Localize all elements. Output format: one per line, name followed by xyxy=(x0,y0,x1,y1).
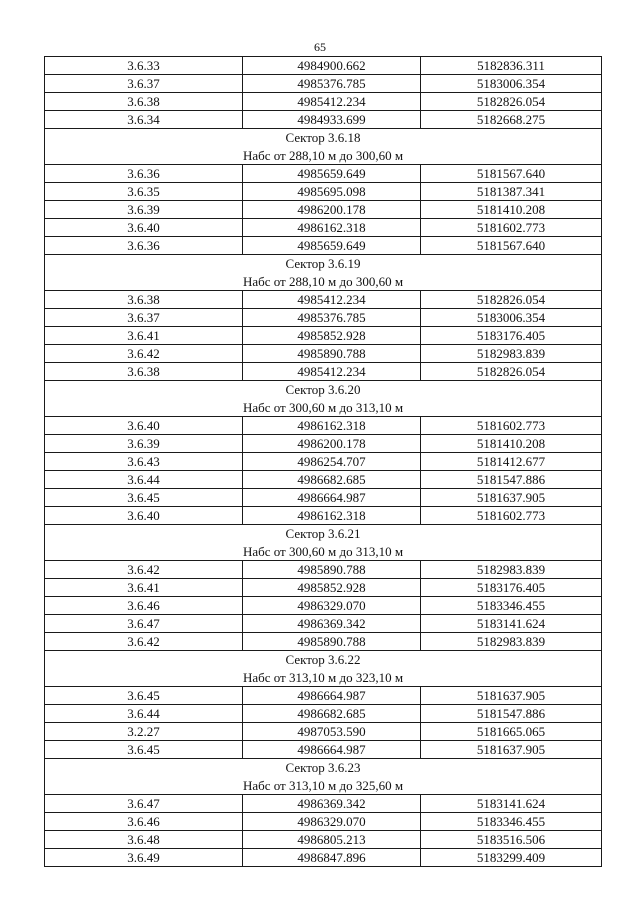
point-number-cell: 3.6.47 xyxy=(45,795,243,813)
point-number-cell: 3.6.38 xyxy=(45,93,243,111)
table-row xyxy=(45,705,602,723)
table-row xyxy=(45,597,602,615)
y-coordinate-cell: 5181410.208 xyxy=(421,201,602,219)
table-row xyxy=(45,471,602,489)
y-coordinate-cell: 5182983.839 xyxy=(421,561,602,579)
x-coordinate-cell: 4985412.234 xyxy=(243,291,421,309)
x-coordinate-cell: 4985659.649 xyxy=(243,237,421,255)
table-row xyxy=(45,849,602,867)
point-number-cell: 3.6.46 xyxy=(45,597,243,615)
y-coordinate-cell: 5181665.065 xyxy=(421,723,602,741)
x-coordinate-cell: 4986162.318 xyxy=(243,219,421,237)
table-row xyxy=(45,813,602,831)
table-row xyxy=(45,741,602,759)
table-row xyxy=(45,201,602,219)
y-coordinate-cell: 5183516.506 xyxy=(421,831,602,849)
x-coordinate-cell: 4987053.590 xyxy=(243,723,421,741)
y-coordinate-cell: 5183141.624 xyxy=(421,615,602,633)
x-coordinate-cell: 4984933.699 xyxy=(243,111,421,129)
table-row xyxy=(45,723,602,741)
x-coordinate-cell: 4985890.788 xyxy=(243,345,421,363)
point-number-cell: 3.2.27 xyxy=(45,723,243,741)
table-row xyxy=(45,633,602,651)
x-coordinate-cell: 4986162.318 xyxy=(243,417,421,435)
point-number-cell: 3.6.33 xyxy=(45,57,243,75)
y-coordinate-cell: 5181637.905 xyxy=(421,489,602,507)
table-row xyxy=(45,237,602,255)
table-row xyxy=(45,489,602,507)
point-number-cell: 3.6.37 xyxy=(45,75,243,93)
x-coordinate-cell: 4985376.785 xyxy=(243,75,421,93)
y-coordinate-cell: 5183299.409 xyxy=(421,849,602,867)
point-number-cell: 3.6.41 xyxy=(45,327,243,345)
x-coordinate-cell: 4986369.342 xyxy=(243,615,421,633)
x-coordinate-cell: 4986329.070 xyxy=(243,597,421,615)
point-number-cell: 3.6.36 xyxy=(45,165,243,183)
x-coordinate-cell: 4985412.234 xyxy=(243,363,421,381)
page-number: 65 xyxy=(314,40,326,54)
point-number-cell: 3.6.36 xyxy=(45,237,243,255)
table-row xyxy=(45,93,602,111)
point-number-cell: 3.6.35 xyxy=(45,183,243,201)
x-coordinate-cell: 4986682.685 xyxy=(243,705,421,723)
table-row xyxy=(45,183,602,201)
y-coordinate-cell: 5183141.624 xyxy=(421,795,602,813)
y-coordinate-cell: 5183006.354 xyxy=(421,75,602,93)
sector-header xyxy=(45,651,602,687)
point-number-cell: 3.6.40 xyxy=(45,219,243,237)
point-number-cell: 3.6.45 xyxy=(45,741,243,759)
table-row xyxy=(45,687,602,705)
sector-header-row xyxy=(45,255,602,291)
table-row xyxy=(45,417,602,435)
sector-header-row xyxy=(45,759,602,795)
sector-title: Сектор 3.6.23 xyxy=(285,760,361,775)
y-coordinate-cell: 5181387.341 xyxy=(421,183,602,201)
sector-header xyxy=(45,381,602,417)
x-coordinate-cell: 4986369.342 xyxy=(243,795,421,813)
x-coordinate-cell: 4986805.213 xyxy=(243,831,421,849)
sector-height-range: Набс от 300,60 м до 313,10 м xyxy=(242,399,404,415)
table-row xyxy=(45,615,602,633)
x-coordinate-cell: 4985852.928 xyxy=(243,579,421,597)
x-coordinate-cell: 4984900.662 xyxy=(243,57,421,75)
x-coordinate-cell: 4985890.788 xyxy=(243,561,421,579)
y-coordinate-cell: 5181637.905 xyxy=(421,741,602,759)
y-coordinate-cell: 5181547.886 xyxy=(421,471,602,489)
table-row xyxy=(45,435,602,453)
point-number-cell: 3.6.45 xyxy=(45,489,243,507)
sector-header-row xyxy=(45,381,602,417)
sector-header xyxy=(45,525,602,561)
x-coordinate-cell: 4985376.785 xyxy=(243,309,421,327)
x-coordinate-cell: 4985695.098 xyxy=(243,183,421,201)
point-number-cell: 3.6.34 xyxy=(45,111,243,129)
table-row xyxy=(45,507,602,525)
x-coordinate-cell: 4986682.685 xyxy=(243,471,421,489)
sector-header-row xyxy=(45,651,602,687)
point-number-cell: 3.6.39 xyxy=(45,201,243,219)
sector-header xyxy=(45,255,602,291)
y-coordinate-cell: 5181567.640 xyxy=(421,237,602,255)
point-number-cell: 3.6.40 xyxy=(45,417,243,435)
coordinates-table-body xyxy=(45,57,602,867)
point-number-cell: 3.6.37 xyxy=(45,309,243,327)
sector-header xyxy=(45,759,602,795)
coordinates-table xyxy=(44,56,602,867)
y-coordinate-cell: 5182983.839 xyxy=(421,345,602,363)
sector-title: Сектор 3.6.20 xyxy=(285,382,361,397)
y-coordinate-cell: 5181637.905 xyxy=(421,687,602,705)
y-coordinate-cell: 5183006.354 xyxy=(421,309,602,327)
table-row xyxy=(45,453,602,471)
y-coordinate-cell: 5181602.773 xyxy=(421,219,602,237)
table-row xyxy=(45,831,602,849)
x-coordinate-cell: 4985852.928 xyxy=(243,327,421,345)
y-coordinate-cell: 5181412.677 xyxy=(421,453,602,471)
sector-height-range: Набс от 288,10 м до 300,60 м xyxy=(242,147,404,163)
table-row xyxy=(45,327,602,345)
point-number-cell: 3.6.39 xyxy=(45,435,243,453)
y-coordinate-cell: 5183176.405 xyxy=(421,327,602,345)
sector-height-range: Набс от 288,10 м до 300,60 м xyxy=(242,273,404,289)
sector-header xyxy=(45,129,602,165)
table-row xyxy=(45,561,602,579)
x-coordinate-cell: 4986200.178 xyxy=(243,435,421,453)
table-row xyxy=(45,111,602,129)
y-coordinate-cell: 5182826.054 xyxy=(421,93,602,111)
table-row xyxy=(45,363,602,381)
y-coordinate-cell: 5181602.773 xyxy=(421,507,602,525)
x-coordinate-cell: 4985659.649 xyxy=(243,165,421,183)
x-coordinate-cell: 4986664.987 xyxy=(243,741,421,759)
table-row xyxy=(45,345,602,363)
point-number-cell: 3.6.38 xyxy=(45,291,243,309)
sector-title: Сектор 3.6.21 xyxy=(285,526,361,541)
y-coordinate-cell: 5181567.640 xyxy=(421,165,602,183)
x-coordinate-cell: 4986254.707 xyxy=(243,453,421,471)
y-coordinate-cell: 5183346.455 xyxy=(421,597,602,615)
y-coordinate-cell: 5181410.208 xyxy=(421,435,602,453)
point-number-cell: 3.6.44 xyxy=(45,471,243,489)
point-number-cell: 3.6.45 xyxy=(45,687,243,705)
y-coordinate-cell: 5182826.054 xyxy=(421,291,602,309)
y-coordinate-cell: 5181602.773 xyxy=(421,417,602,435)
sector-header-row xyxy=(45,129,602,165)
x-coordinate-cell: 4986664.987 xyxy=(243,687,421,705)
sector-height-range: Набс от 313,10 м до 325,60 м xyxy=(242,777,404,793)
x-coordinate-cell: 4986847.896 xyxy=(243,849,421,867)
sector-height-range: Набс от 300,60 м до 313,10 м xyxy=(242,543,404,559)
point-number-cell: 3.6.46 xyxy=(45,813,243,831)
point-number-cell: 3.6.42 xyxy=(45,345,243,363)
point-number-cell: 3.6.38 xyxy=(45,363,243,381)
point-number-cell: 3.6.42 xyxy=(45,633,243,651)
x-coordinate-cell: 4985412.234 xyxy=(243,93,421,111)
y-coordinate-cell: 5181547.886 xyxy=(421,705,602,723)
sector-header-row xyxy=(45,525,602,561)
y-coordinate-cell: 5183176.405 xyxy=(421,579,602,597)
table-row xyxy=(45,291,602,309)
x-coordinate-cell: 4986329.070 xyxy=(243,813,421,831)
point-number-cell: 3.6.47 xyxy=(45,615,243,633)
sector-title: Сектор 3.6.19 xyxy=(285,256,361,271)
point-number-cell: 3.6.44 xyxy=(45,705,243,723)
y-coordinate-cell: 5182983.839 xyxy=(421,633,602,651)
point-number-cell: 3.6.43 xyxy=(45,453,243,471)
y-coordinate-cell: 5182668.275 xyxy=(421,111,602,129)
x-coordinate-cell: 4986200.178 xyxy=(243,201,421,219)
sector-title: Сектор 3.6.18 xyxy=(285,130,361,145)
sector-title: Сектор 3.6.22 xyxy=(285,652,361,667)
sector-height-range: Набс от 313,10 м до 323,10 м xyxy=(242,669,404,685)
point-number-cell: 3.6.49 xyxy=(45,849,243,867)
point-number-cell: 3.6.40 xyxy=(45,507,243,525)
table-row xyxy=(45,579,602,597)
y-coordinate-cell: 5182836.311 xyxy=(421,57,602,75)
point-number-cell: 3.6.41 xyxy=(45,579,243,597)
point-number-cell: 3.6.42 xyxy=(45,561,243,579)
point-number-cell: 3.6.48 xyxy=(45,831,243,849)
x-coordinate-cell: 4986664.987 xyxy=(243,489,421,507)
table-row xyxy=(45,219,602,237)
x-coordinate-cell: 4985890.788 xyxy=(243,633,421,651)
table-row xyxy=(45,57,602,75)
y-coordinate-cell: 5183346.455 xyxy=(421,813,602,831)
table-row xyxy=(45,165,602,183)
table-row xyxy=(45,309,602,327)
table-row xyxy=(45,75,602,93)
x-coordinate-cell: 4986162.318 xyxy=(243,507,421,525)
y-coordinate-cell: 5182826.054 xyxy=(421,363,602,381)
table-row xyxy=(45,795,602,813)
